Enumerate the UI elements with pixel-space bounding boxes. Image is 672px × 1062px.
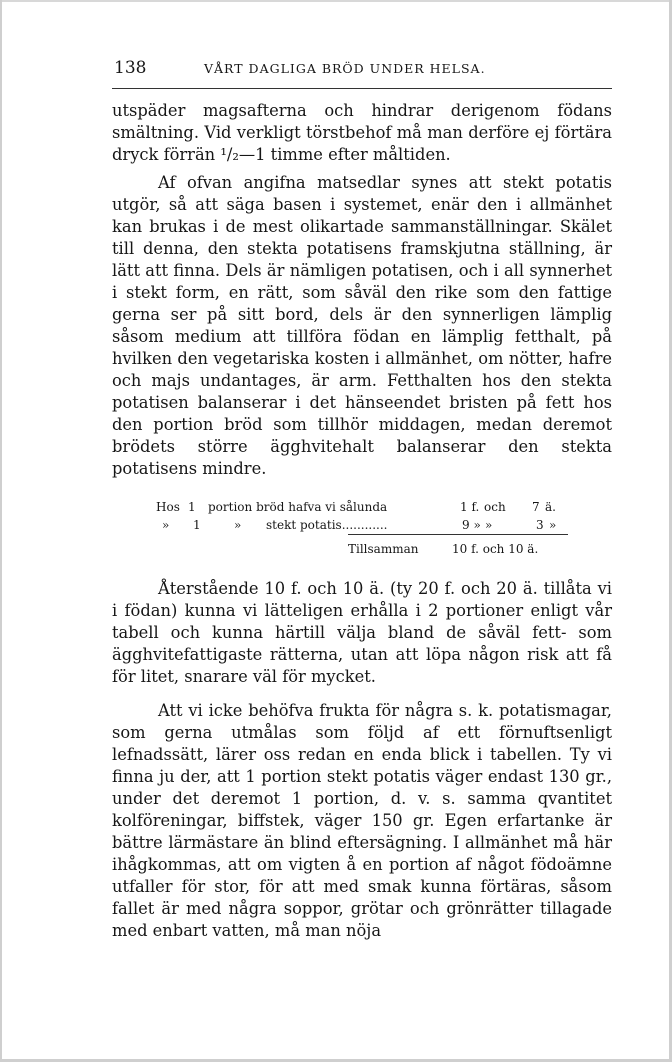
table-total-rule [348, 534, 568, 535]
table-total-row [148, 540, 578, 558]
scan-border-left [0, 0, 2, 1062]
table-row [148, 516, 578, 534]
table-row [148, 498, 578, 516]
row-prefix: » [162, 518, 170, 532]
row-count: 1 [188, 500, 196, 514]
paragraph-4: Att vi icke behöfva frukta för några s. k. potatismagar, som gerna utmålas som följd af ett förnuftsenligt lefnadssätt, lärer oss redan en enda blick i tabellen. Ty vi finna ju der, att 1 portion stekt potatis väger endast 130 gr., under det deremot 1 portion, d. v. s. samma qvantitet kolföreningar, biffstek, väger 150 gr. Egen erfartanke är bättre lärmästare än blind eftersägning. I allmänhet må här ihågkommas, att om vigten å en portion af något födoämne utfaller för stor, för att med smak kunna förtäras, såsom fallet är med några soppor, grötar och grönrätter tillagade med enbart vatten, må man nöja [112, 701, 612, 940]
row-f-value: 9 » [462, 518, 481, 532]
row-f-value: 1 f. [460, 500, 480, 514]
row-a-value: 3 [536, 518, 544, 532]
row-a-value: 7 [532, 500, 540, 514]
paragraph-2: Af ofvan angifna matsedlar synes att stekt potatis utgör, så att säga basen i systemet, enär den i allmänhet kan brukas i de mest olikartade sammanställningar. Skälet till denna, den stekta potatisens framskjutna ställning, är lätt att finna. Dels är nämligen potatisen, och i all synnerhet i stekt form, en rätt, som såväl den rike som den fattige gerna ser på sitt bord, dels är den synnerligen lämplig såsom medium att tillföra födan en lämplig fetthalt, på hvilken den vegetariska kosten i allmänhet, om nötter, hafre och majs undantages, är arm. Fetthalten hos den stekta potatisen balanserar i det hänseendet bristen på fett hos den portion bröd som tillhör middagen, medan deremot brödets större ägghvitehalt balanserar den stekta potatisens mindre. [112, 173, 612, 478]
row-f-unit: och [484, 500, 506, 514]
header-rule [112, 88, 612, 89]
paragraph-3: Återstående 10 f. och 10 ä. (ty 20 f. och 20 ä. tillåta vi i födan) kunna vi lätteligen erhålla i 2 portioner enligt vår tabell och kunna härtill välja bland de såväl fett- som ägghvitefattigaste rätterna, utan att löpa någon risk att få för litet, snarare väl för mycket. [112, 579, 612, 686]
row-count: 1 [193, 518, 201, 532]
running-header [112, 58, 612, 80]
scan-border-top [0, 0, 672, 2]
row-prefix: Hos [156, 500, 180, 514]
row-label: portion bröd hafva vi sålunda [208, 500, 388, 514]
row-label: » [234, 518, 242, 532]
row-f-unit: » [485, 518, 493, 532]
total-value: 10 f. och 10 ä. [452, 542, 539, 556]
row-a-unit: » [549, 518, 557, 532]
page-number: 138 [114, 58, 147, 78]
paragraph-1: utspäder magsafterna och hindrar derigenom födans smältning. Vid verkligt törstbehof må man derföre ej förtära dryck förrän ¹/₂—1 timme efter måltiden. [112, 101, 612, 164]
row-label-2: stekt potatis............ [266, 518, 388, 532]
nutrition-table [148, 498, 578, 558]
running-title: VÅRT DAGLIGA BRÖD UNDER HELSA. [204, 61, 486, 76]
row-a-unit: ä. [545, 500, 556, 514]
total-label: Tillsamman [348, 542, 419, 556]
